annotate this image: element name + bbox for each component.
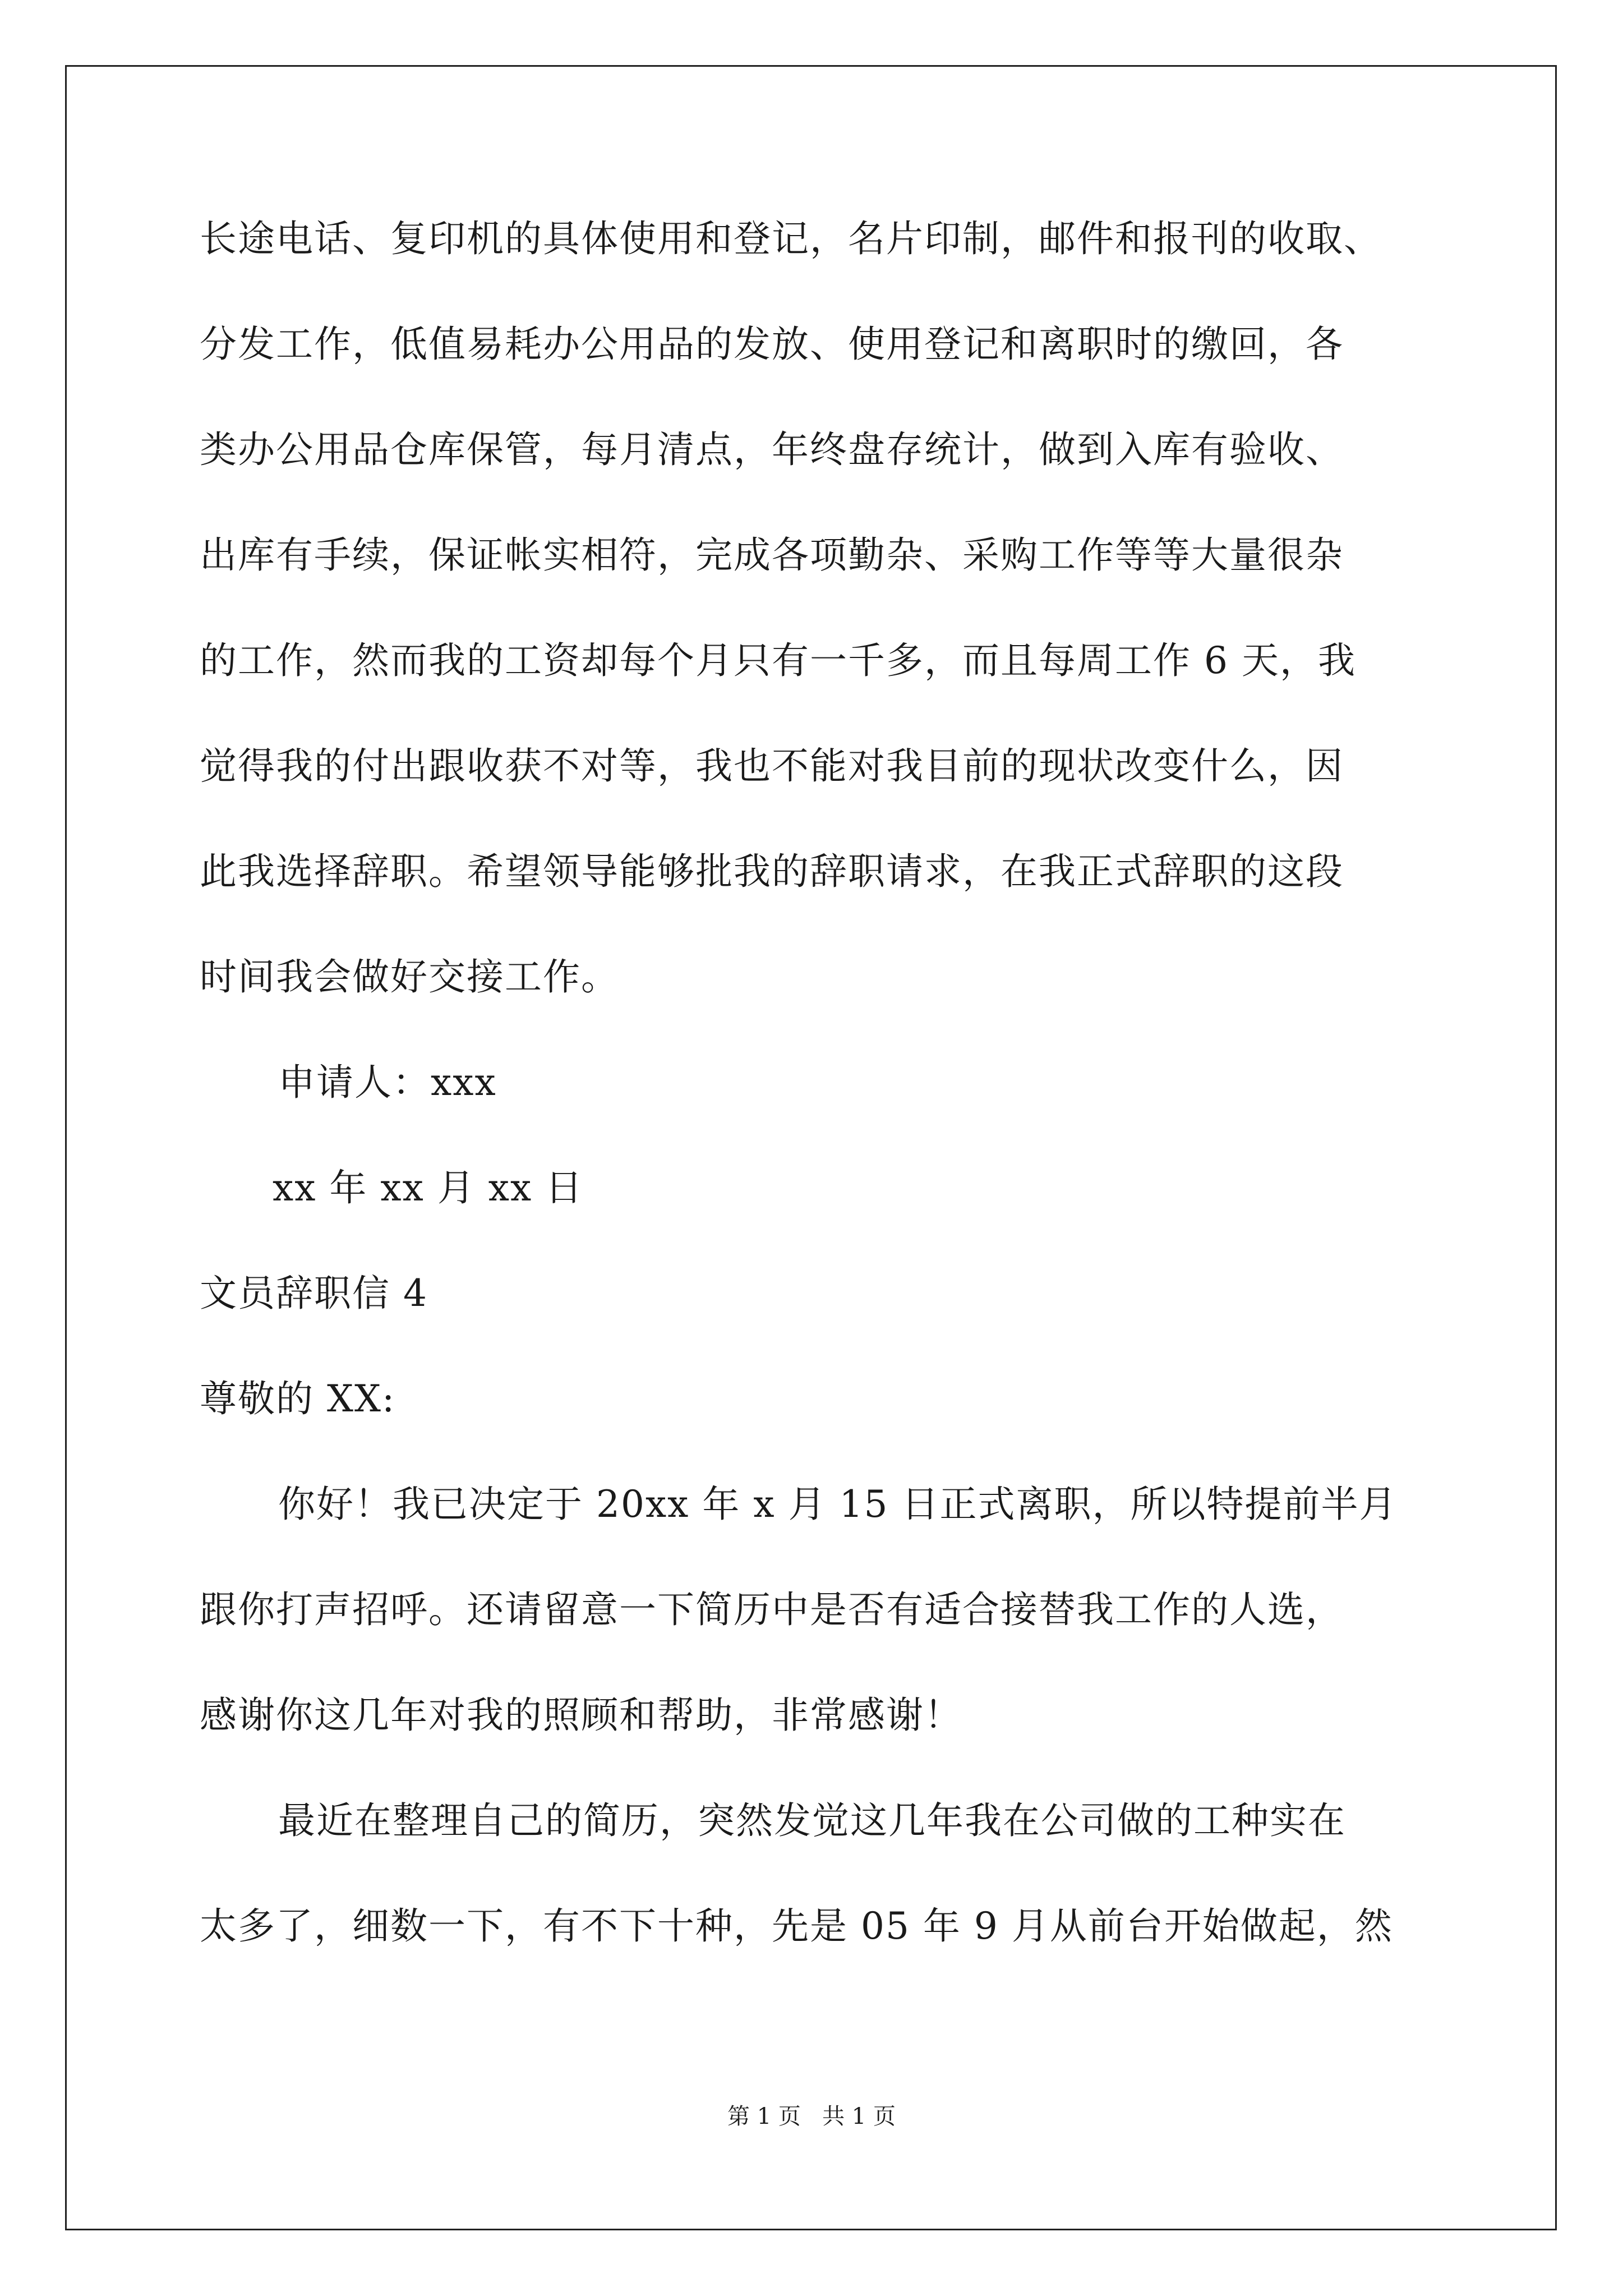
body-line: 时间我会做好交接工作。 [200,955,619,999]
section-title: 文员辞职信 4 [200,1272,428,1315]
salutation: 尊敬的 XX: [200,1377,396,1420]
body-line: 太多了，细数一下，有不下十种，先是 05 年 9 月从前台开始做起，然 [200,1904,1393,1948]
body-line: 此我选择辞职。希望领导能够批我的辞职请求，在我正式辞职的这段 [200,850,1344,893]
body-line: 类办公用品仓库保管，每月清点，年终盘存统计，做到入库有验收、 [200,428,1344,471]
body-line: 的工作，然而我的工资却每个月只有一千多，而且每周工作 6 天，我 [200,639,1356,682]
body-line: 最近在整理自己的简历，突然发觉这几年我在公司做的工种实在 [278,1799,1346,1842]
body-line: 分发工作，低值易耗办公用品的发放、使用登记和离职时的缴回，各 [200,323,1344,366]
body-line: 感谢你这几年对我的照顾和帮助，非常感谢！ [200,1694,962,1737]
date-line: xx 年 xx 月 xx 日 [273,1166,584,1209]
body-line: 出库有手续，保证帐实相符，完成各项勤杂、采购工作等等大量很杂 [200,533,1344,577]
body-line: 你好！我已决定于 20xx 年 x 月 15 日正式离职，所以特提前半月 [278,1483,1398,1526]
body-line: 跟你打声招呼。还请留意一下简历中是否有适合接替我工作的人选， [200,1588,1344,1631]
page-footer: 第 1 页 共 1 页 [727,2104,896,2129]
body-line: 觉得我的付出跟收获不对等，我也不能对我目前的现状改变什么，因 [200,744,1344,788]
applicant-line: 申请人：xxx [278,1061,497,1104]
body-line: 长途电话、复印机的具体使用和登记，名片印制，邮件和报刊的收取、 [200,217,1382,260]
